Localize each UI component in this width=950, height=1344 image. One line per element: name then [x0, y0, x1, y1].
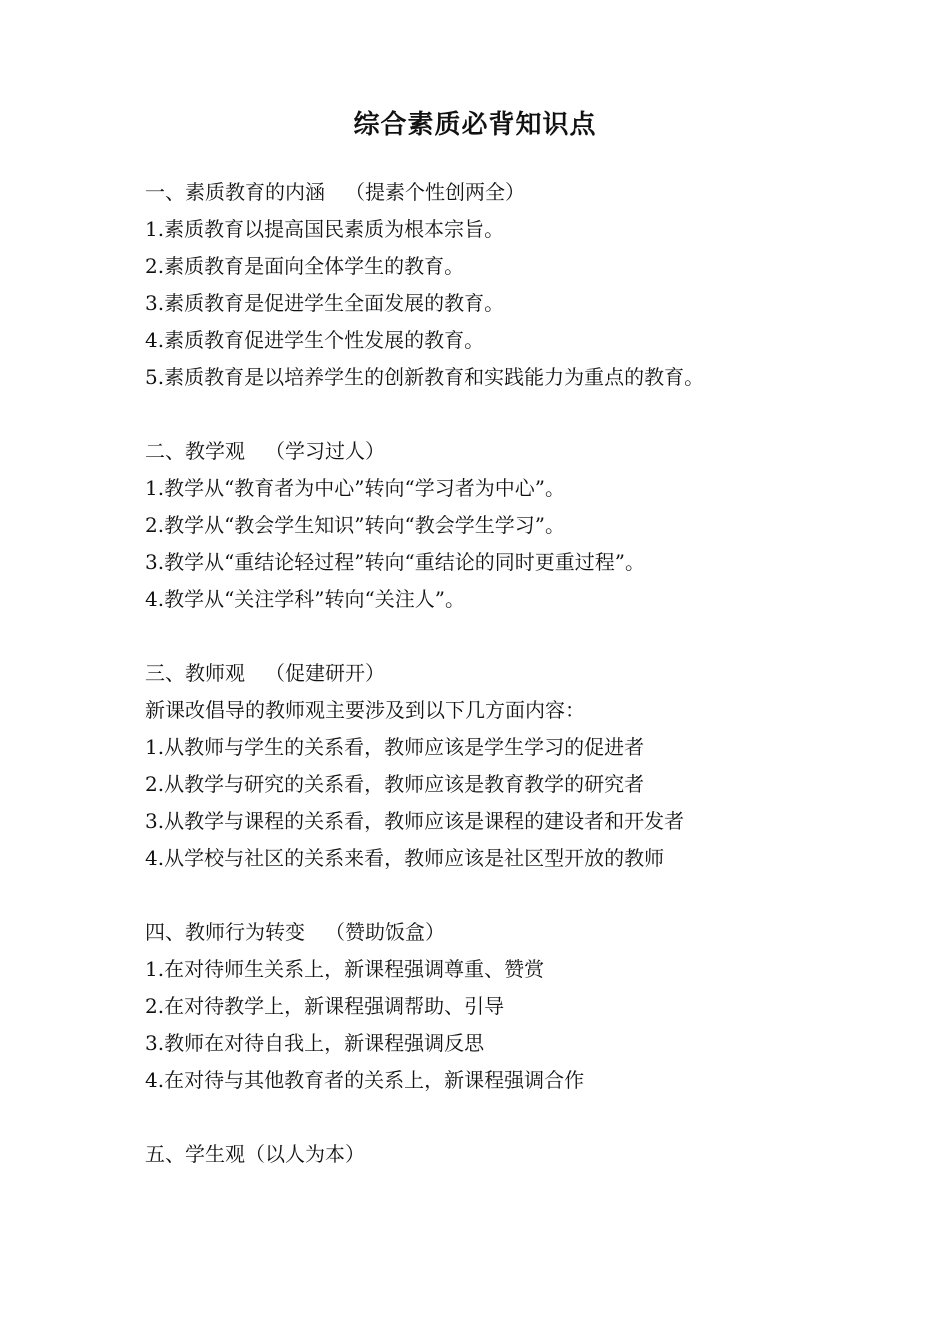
section-heading: [145, 174, 905, 211]
list-item: 1.素质教育以提高国民素质为根本宗旨。: [145, 217, 505, 241]
list-item: 3.教学从“重结论轻过程”转向“重结论的同时更重过程”。: [145, 550, 645, 574]
section-heading: [145, 655, 905, 692]
section-intro: 新课改倡导的教师观主要涉及到以下几方面内容：: [145, 698, 585, 722]
section-mnemonic: （促建研开）: [265, 661, 385, 685]
section-teacher-view: [145, 655, 905, 877]
section-teacher-behavior: [145, 914, 905, 1099]
document-title: 综合素质必背知识点: [353, 110, 597, 140]
list-item: 2.素质教育是面向全体学生的教育。: [145, 254, 465, 278]
section-quality-education: [145, 174, 905, 396]
list-item: 2.在对待教学上，新课程强调帮助、引导: [145, 994, 505, 1018]
section-mnemonic: （赞助饭盒）: [325, 920, 445, 944]
section-heading-text: 四、教师行为转变: [145, 920, 305, 944]
list-item: 1.在对待师生关系上，新课程强调尊重、赞赏: [145, 957, 545, 981]
list-item: 4.在对待与其他教育者的关系上，新课程强调合作: [145, 1068, 585, 1092]
list-item: 2.教学从“教会学生知识”转向“教会学生学习”。: [145, 513, 565, 537]
list-item: 3.从教学与课程的关系看，教师应该是课程的建设者和开发者: [145, 809, 685, 833]
list-item: 4.从学校与社区的关系来看，教师应该是社区型开放的教师: [145, 846, 665, 870]
section-mnemonic: （学习过人）: [265, 439, 385, 463]
section-heading-text: 三、教师观: [145, 661, 245, 685]
list-item: 3.教师在对待自我上，新课程强调反思: [145, 1031, 485, 1055]
list-item: 3.素质教育是促进学生全面发展的教育。: [145, 291, 505, 315]
section-heading-text: 二、教学观: [145, 439, 245, 463]
list-item: 4.素质教育促进学生个性发展的教育。: [145, 328, 485, 352]
document-body: [145, 174, 905, 1210]
list-item: 5.素质教育是以培养学生的创新教育和实践能力为重点的教育。: [145, 365, 705, 389]
section-mnemonic: （提素个性创两全）: [345, 180, 525, 204]
section-heading-text: 五、学生观（以人为本）: [145, 1142, 365, 1166]
list-item: 1.教学从“教育者为中心”转向“学习者为中心”。: [145, 476, 565, 500]
section-heading: [145, 433, 905, 470]
list-item: 1.从教师与学生的关系看，教师应该是学生学习的促进者: [145, 735, 645, 759]
section-heading: [145, 1136, 905, 1173]
list-item: 4.教学从“关注学科”转向“关注人”。: [145, 587, 465, 611]
section-student-view: [145, 1136, 905, 1173]
list-item: 2.从教学与研究的关系看，教师应该是教育教学的研究者: [145, 772, 645, 796]
section-heading-text: 一、素质教育的内涵: [145, 180, 325, 204]
section-heading: [145, 914, 905, 951]
section-teaching-view: [145, 433, 905, 618]
